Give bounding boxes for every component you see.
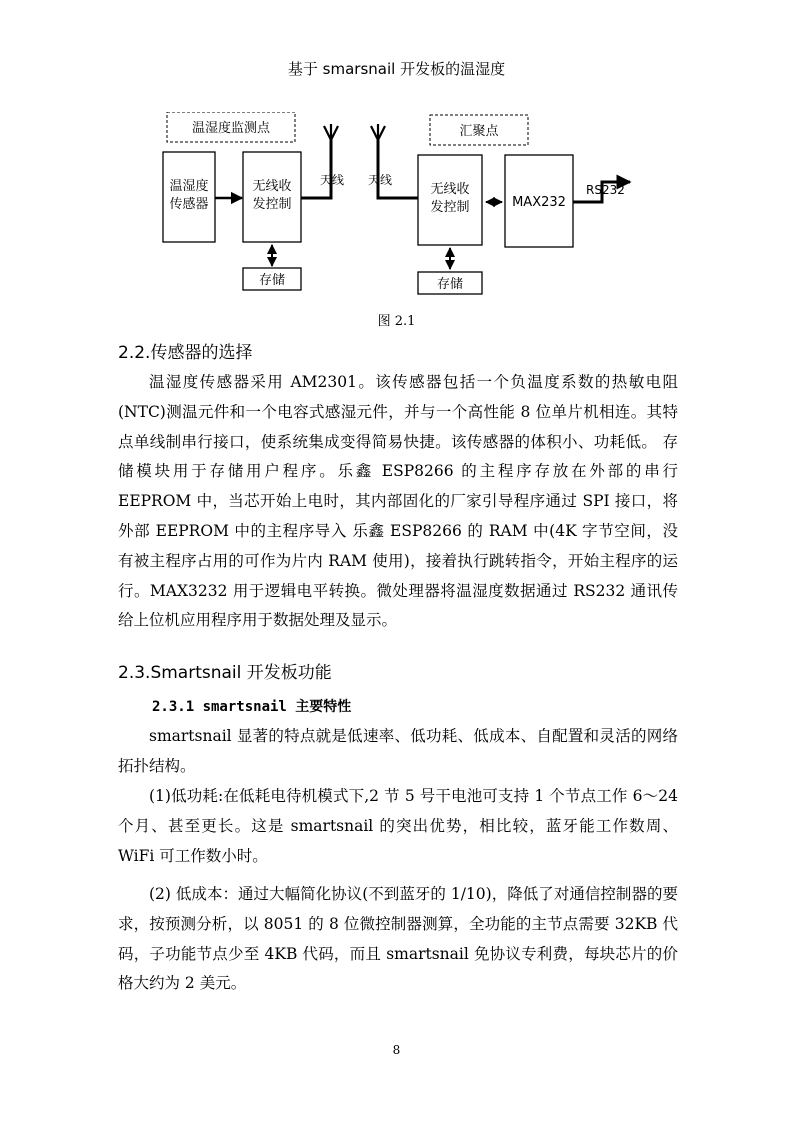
tx-antenna-label: 天线 [320, 173, 345, 187]
section-2-2-paragraph: 温湿度传感器采用 AM2301。该传感器包括一个负温度系数的热敏电阻(NTC)测温元件和一个电容式感湿元件，并与一个高性能 8 位单片机相连。其特点单线制串行接口，使系统集成变得简易快捷。该传感器的体积小、功耗低。 存储模块用于存储用户程序。乐鑫 ESP8266 的主程序存放在外部的串行 EEPROM 中，当芯开始上电时，其内部固化的厂家引导程序通过 SPI 接口，将外部 EEPROM 中的主程序导入 乐鑫 ESP8266 的 RAM 中(4K 字节空间，没有被主程序占用的可作为片内 RAM 使用)，接着执行跳转指令，开始主程序的运行。MAX3232 用于逻辑电平转换。微处理器将温湿度数据通过 RS232 通讯传给上位机应用程序用于数据处理及显示。 [118, 373, 678, 630]
figure-caption: 图 2.1 [377, 314, 416, 329]
sink-node-label: 汇聚点 [459, 124, 499, 139]
page-header: 基于 smarsnail 开发板的温湿度 [287, 60, 506, 78]
tx-antenna-line [301, 140, 331, 198]
rs232-label: RS232 [586, 183, 625, 197]
rx-antenna-label: 天线 [368, 173, 393, 187]
wireless-tx-line1: 无线收 [252, 179, 292, 194]
monitor-point-label: 温湿度监测点 [191, 121, 271, 136]
section-2-2-heading: 2.2.传感器的选择 [118, 343, 253, 363]
section-2-3-1-heading: 2.3.1 smartsnail 主要特性 [152, 699, 352, 715]
section-2-3-heading: 2.3.Smartsnail 开发板功能 [118, 663, 332, 683]
page-number: 8 [392, 1043, 401, 1057]
wireless-tx-line2: 发控制 [252, 197, 292, 212]
tx-antenna-icon [324, 124, 338, 140]
storage-left-label: 存储 [258, 273, 286, 288]
sensor-box-line2: 传感器 [169, 197, 209, 212]
feature-low-cost: (2) 低成本：通过大幅简化协议(不到蓝牙的 1/10)，降低了对通信控制器的要求，按预测分析，以 8051 的 8 位微控制器测算，全功能的主节点需要 32KB 代码，子功能节点少至 4KB 代码，而且 smartsnail 免协议专利费，每块芯片的价格大约为 2 美元。 [118, 885, 678, 993]
sensor-box-line1: 温湿度 [169, 179, 209, 194]
rx-antenna-icon [371, 124, 385, 140]
system-block-diagram [150, 112, 650, 302]
rx-antenna-line [378, 140, 418, 198]
section-2-3-intro: smartsnail 显著的特点就是低速率、低功耗、低成本、自配置和灵活的网络拓扑结构。 [118, 727, 678, 775]
feature-low-power: (1)低功耗:在低耗电待机模式下,2 节 5 号干电池可支持 1 个节点工作 6～24 个月、甚至更长。这是 smartsnail 的突出优势，相比较，蓝牙能工作数周、WiFi 可工作数小时。 [118, 787, 678, 865]
storage-right-label: 存储 [436, 277, 464, 292]
wireless-rx-line1: 无线收 [430, 182, 470, 197]
max232-label: MAX232 [512, 195, 566, 210]
wireless-rx-line2: 发控制 [430, 200, 470, 215]
